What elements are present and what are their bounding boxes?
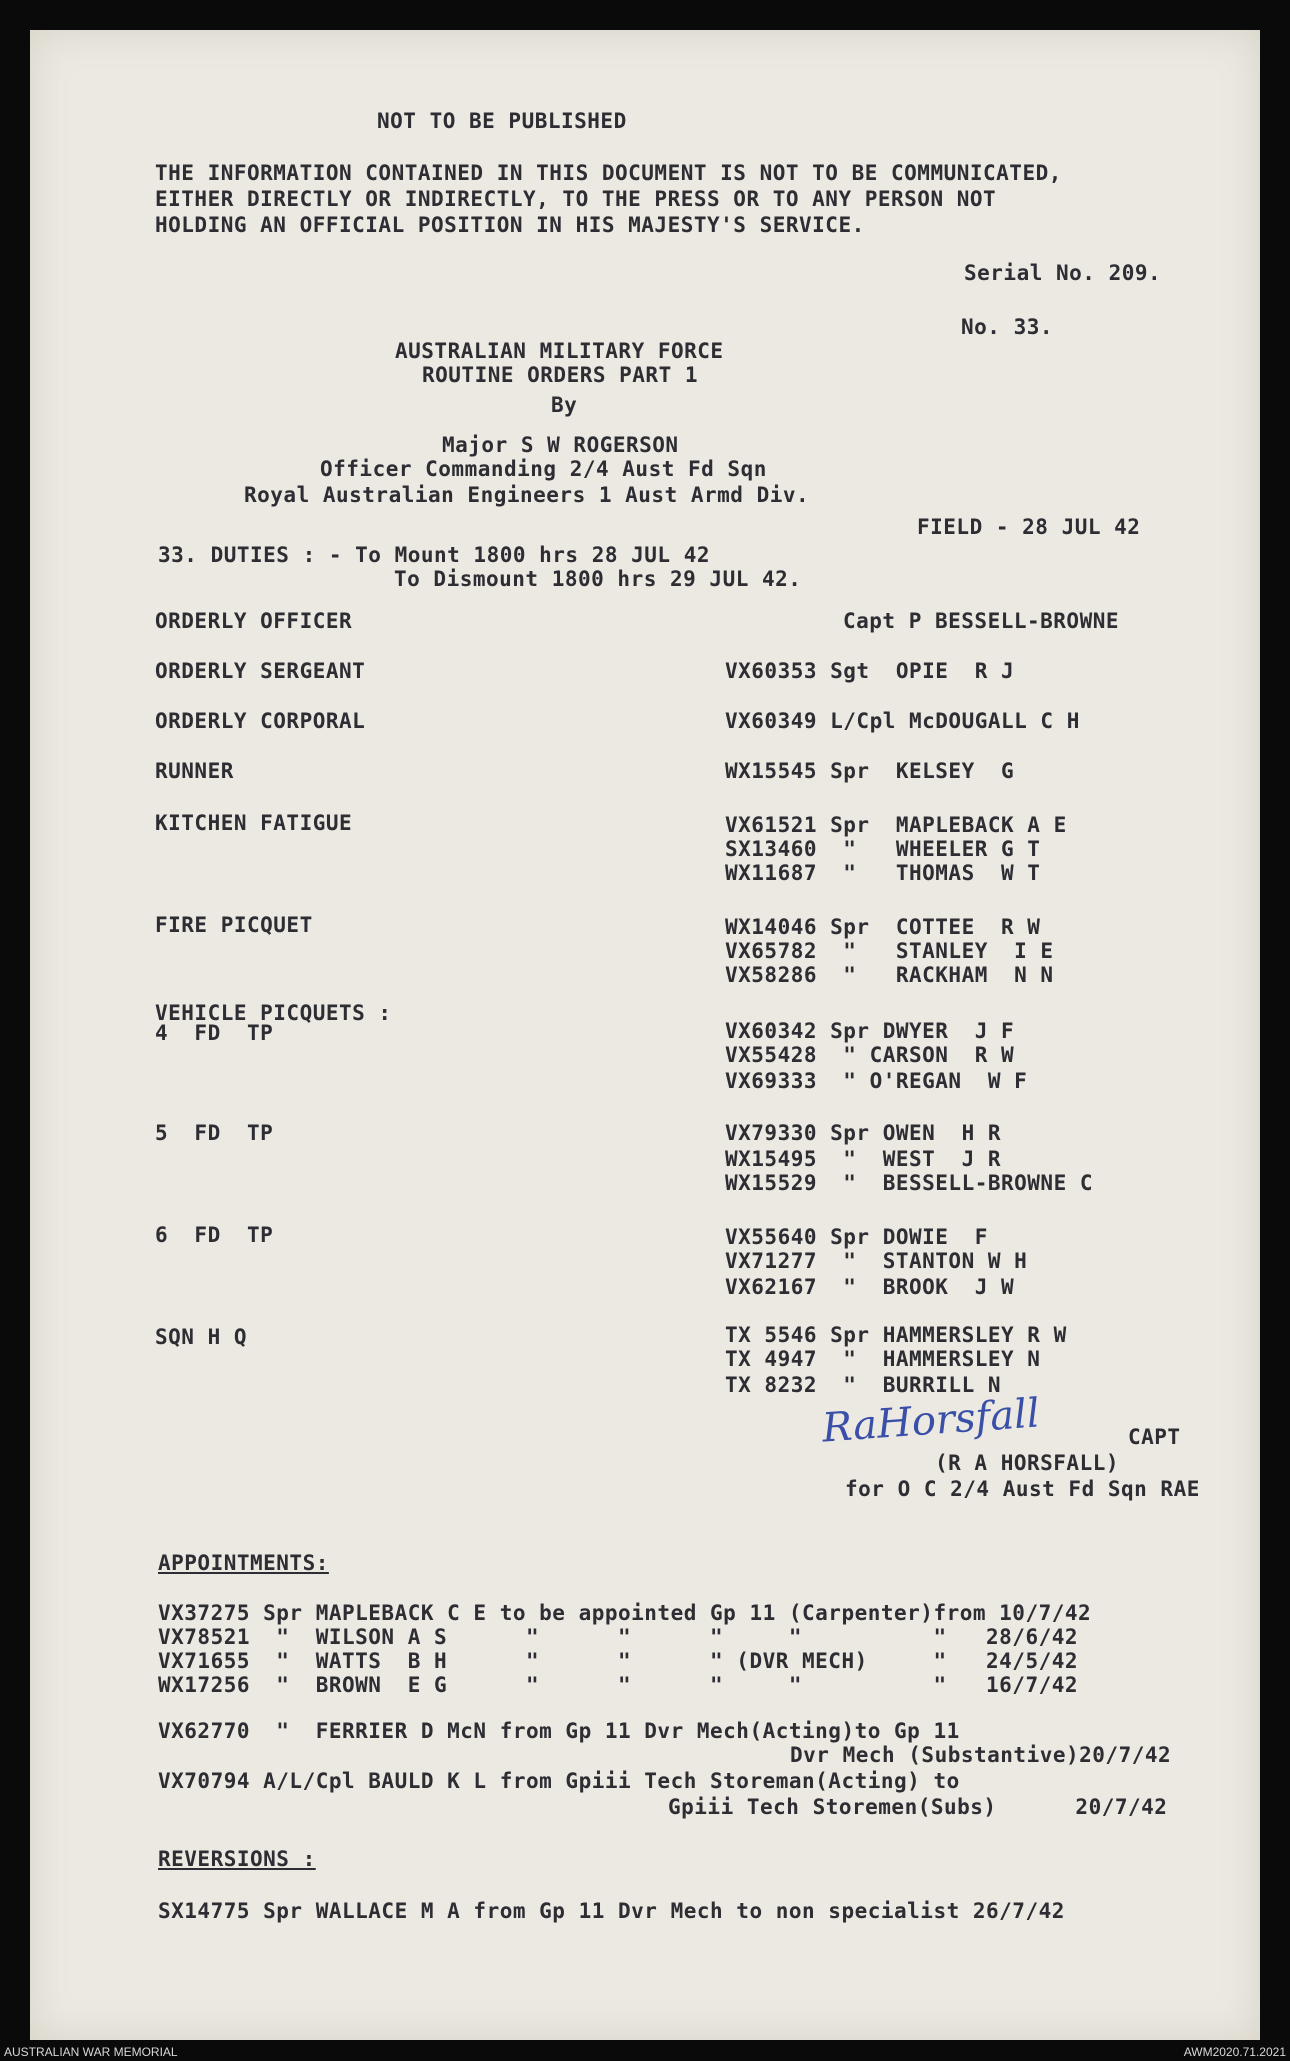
- appointment-line: VX62770 " FERRIER D McN from Gp 11 Dvr Mech(Acting)to Gp 11: [158, 1719, 960, 1743]
- warning-line-1: THE INFORMATION CONTAINED IN THIS DOCUMENT IS NOT TO BE COMMUNICATED,: [155, 161, 1062, 185]
- duty-entry: VX65782 " STANLEY I E: [725, 939, 1054, 963]
- field-date: FIELD - 28 JUL 42: [917, 515, 1141, 539]
- duty-label: ORDERLY SERGEANT: [155, 659, 366, 683]
- footer-right: AWM2020.71.2021: [1183, 2045, 1286, 2059]
- title-line-1: AUSTRALIAN MILITARY FORCE: [395, 339, 724, 363]
- appointment-line: VX70794 A/L/Cpl BAULD K L from Gpiii Tech Storeman(Acting) to: [158, 1769, 960, 1793]
- duty-entry: VX58286 " RACKHAM N N: [725, 963, 1054, 987]
- duty-entry: VX69333 " O'REGAN W F: [725, 1069, 1028, 1093]
- signature-rank: CAPT: [1128, 1425, 1181, 1449]
- duty-entry: VX79330 Spr OWEN H R: [725, 1121, 1002, 1145]
- duty-entry: WX15545 Spr KELSEY G: [725, 759, 1015, 783]
- title-line-6: Royal Australian Engineers 1 Aust Armd Div.: [244, 483, 810, 507]
- duty-entry: VX60342 Spr DWYER J F: [725, 1019, 1015, 1043]
- duty-label: RUNNER: [155, 759, 234, 783]
- duty-entry: TX 8232 " BURRILL N: [725, 1373, 1002, 1397]
- appointment-line: Dvr Mech (Substantive)20/7/42: [790, 1743, 1172, 1767]
- appointment-line: VX71655 " WATTS B H " " " (DVR MECH) " 24/5/42: [158, 1649, 1079, 1673]
- order-number: No. 33.: [961, 315, 1054, 339]
- appointment-line: WX17256 " BROWN E G " " " " " 16/7/42: [158, 1673, 1079, 1697]
- duty-entry: TX 4947 " HAMMERSLEY N: [725, 1347, 1041, 1371]
- duty-label: ORDERLY CORPORAL: [155, 709, 366, 733]
- duty-label: ORDERLY OFFICER: [155, 609, 353, 633]
- duties-line-2: To Dismount 1800 hrs 29 JUL 42.: [394, 567, 802, 591]
- duty-entry: SX13460 " WHEELER G T: [725, 837, 1041, 861]
- reversions-heading: REVERSIONS :: [158, 1847, 316, 1871]
- duty-entry: TX 5546 Spr HAMMERSLEY R W: [725, 1323, 1067, 1347]
- title-line-2: ROUTINE ORDERS PART 1: [422, 363, 699, 387]
- signature-for: for O C 2/4 Aust Fd Sqn RAE: [845, 1477, 1200, 1501]
- warning-line-3: HOLDING AN OFFICIAL POSITION IN HIS MAJESTY'S SERVICE.: [155, 213, 865, 237]
- reversion-line: SX14775 Spr WALLACE M A from Gp 11 Dvr Mech to non specialist 26/7/42: [158, 1899, 1065, 1923]
- duty-entry: WX15495 " WEST J R: [725, 1147, 1002, 1171]
- title-line-4: Major S W ROGERSON: [442, 433, 679, 457]
- appointment-line: VX37275 Spr MAPLEBACK C E to be appointed Gp 11 (Carpenter)from 10/7/42: [158, 1601, 1092, 1625]
- duty-label: 6 FD TP: [155, 1223, 274, 1247]
- signature-name: (R A HORSFALL): [935, 1451, 1120, 1475]
- duty-entry: VX61521 Spr MAPLEBACK A E: [725, 813, 1067, 837]
- duty-entry: VX55428 " CARSON R W: [725, 1043, 1015, 1067]
- duty-entry: VX62167 " BROOK J W: [725, 1275, 1015, 1299]
- duty-label: SQN H Q: [155, 1325, 248, 1349]
- duty-entry: WX11687 " THOMAS W T: [725, 861, 1041, 885]
- duty-entry: WX15529 " BESSELL-BROWNE C: [725, 1171, 1094, 1195]
- serial-number: Serial No. 209.: [964, 261, 1162, 285]
- duty-label: KITCHEN FATIGUE: [155, 811, 353, 835]
- duty-label: FIRE PICQUET: [155, 913, 313, 937]
- duty-entry: VX55640 Spr DOWIE F: [725, 1225, 988, 1249]
- appointments-heading: APPOINTMENTS:: [158, 1551, 329, 1575]
- duty-entry: VX60353 Sgt OPIE R J: [725, 659, 1015, 683]
- title-line-3: By: [551, 393, 578, 417]
- duty-entry: Capt P BESSELL-BROWNE: [843, 609, 1120, 633]
- warning-line-2: EITHER DIRECTLY OR INDIRECTLY, TO THE PRESS OR TO ANY PERSON NOT: [155, 187, 997, 211]
- title-line-5: Officer Commanding 2/4 Aust Fd Sqn: [320, 457, 767, 481]
- duty-label: 4 FD TP: [155, 1021, 274, 1045]
- duties-line-1: 33. DUTIES : - To Mount 1800 hrs 28 JUL 42: [158, 543, 711, 567]
- footer-left: AUSTRALIAN WAR MEMORIAL: [4, 2045, 178, 2059]
- appointment-line: Gpiii Tech Storemen(Subs) 20/7/42: [668, 1795, 1168, 1819]
- duty-label: 5 FD TP: [155, 1121, 274, 1145]
- duty-entry: VX71277 " STANTON W H: [725, 1249, 1028, 1273]
- duty-label: VEHICLE PICQUETS :: [155, 1001, 392, 1025]
- appointment-line: VX78521 " WILSON A S " " " " " 28/6/42: [158, 1625, 1079, 1649]
- not-to-be-published: NOT TO BE PUBLISHED: [377, 109, 627, 133]
- handwritten-signature: RaHorsfall: [820, 1390, 1042, 1452]
- duty-entry: WX14046 Spr COTTEE R W: [725, 915, 1041, 939]
- duty-entry: VX60349 L/Cpl McDOUGALL C H: [725, 709, 1080, 733]
